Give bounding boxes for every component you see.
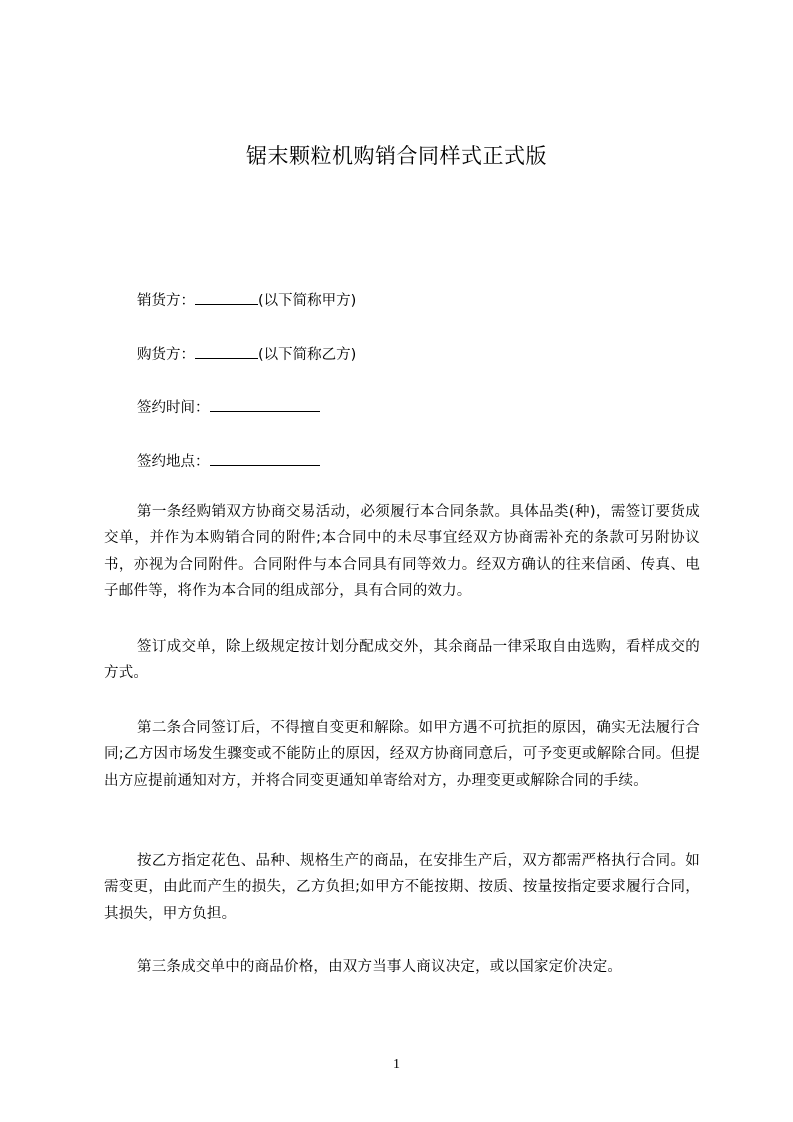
buyer-field [137,344,356,365]
order-form-paragraph: 签订成交单，除上级规定按计划分配成交外，其余商品一律采取自由选购，看样成交的方式。 [104,639,700,682]
seller-blank [195,290,258,305]
article-2-paragraph: 第二条合同签订后，不得擅自变更和解除。如甲方遇不可抗拒的原因，确实无法履行合同;乙方因市场发生骤变或不能防止的原因，经双方协商同意后，可予变更或解除合同。但提出方应提前通知对方，并将合同变更通知单寄给对方，办理变更或解除合同的手续。 [104,720,700,789]
sign-time-blank [210,397,320,412]
sign-time-label: 签约时间： [137,400,210,416]
seller-label: 销货方： [137,293,195,309]
buyer-suffix: (以下简称乙方) [258,347,357,363]
article-3-paragraph: 第三条成交单中的商品价格，由双方当事人商议决定，或以国家定价决定。 [137,959,623,975]
page-number: 1 [393,1057,400,1072]
seller-field [137,290,356,311]
sign-place-field [137,451,320,472]
sign-place-label: 签约地点： [137,454,210,470]
document-title: 锯末颗粒机购销合同样式正式版 [246,144,547,168]
sign-time-field [137,397,320,418]
sign-place-blank [210,451,320,466]
article-1-paragraph: 第一条经购销双方协商交易活动，必须履行本合同条款。具体品类(种)，需签订要货成交单，并作为本购销合同的附件;本合同中的未尽事宜经双方协商需补充的条款可另附协议书，亦视为合同附件。合同附件与本合同具有同等效力。经双方确认的往来信函、传真、电子邮件等，将作为本合同的组成部分，具有合同的效力。 [104,504,700,600]
seller-suffix: (以下简称甲方) [258,293,357,309]
buyer-blank [195,344,258,359]
custom-spec-paragraph: 按乙方指定花色、品种、规格生产的商品，在安排生产后，双方都需严格执行合同。如需变更，由此而产生的损失，乙方负担;如甲方不能按期、按质、按量按指定要求履行合同，其损失，甲方负担。 [104,853,700,922]
buyer-label: 购货方： [137,347,195,363]
